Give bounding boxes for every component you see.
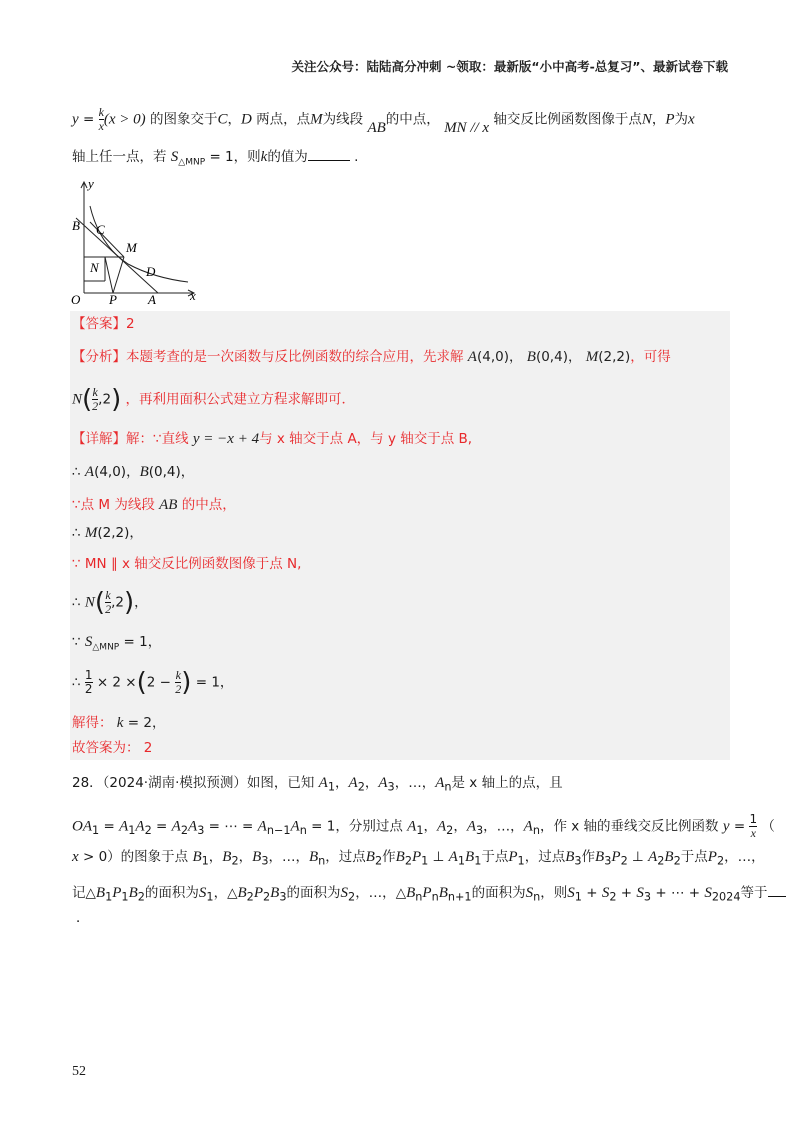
detail-line-9: 解得： k = 2， — [72, 715, 166, 731]
problem-figure — [68, 176, 208, 308]
fig-label-o: O — [71, 292, 81, 307]
detail-line-3: ∵点 M 为线段 AB 的中点， — [72, 497, 236, 513]
fig-label-c: C — [96, 222, 105, 237]
fig-label-y: y — [88, 176, 94, 191]
fig-label-b: B — [72, 218, 80, 233]
detail-line-2: ∴ A(4,0)，B(0,4)， — [72, 464, 195, 480]
problem28-line-4: 记$\triangle B_1P_1B_2$的面积为$S_1$，$\triangle B_2P_2B_3$的面积为$S_2$，…，$\triangle B_nP_nB_{n+1}$的面积为$S_n$，则$S_1 + S_2 + S_3$ + ⋯ + $S_{2024}$等于 — [72, 886, 786, 903]
problem-line-1: y = $\frac{k}{x}$ (x > 0) 的图象交于C，D 两点，点M为线段 AB的中点， MN // x 轴交反比例函数图像于点N，P为x — [72, 105, 695, 136]
detail-line-1: 【详解】解：∵直线 y = −x + 4与 x 轴交于点 A，与 y 轴交于点 B, — [72, 431, 473, 447]
problem28-line-1: 28．（2024·湖南·模拟预测）如图，已知 $A_1$，$A_2$，$A_3$，…，$A_n$是 x 轴上的点，且 — [72, 775, 563, 794]
fig-label-m: M — [126, 240, 137, 255]
detail-line-8: ∴ $\frac{1}{2}$ × 2 ×(2 − $\frac{k}{2}$ ) = 1， — [72, 667, 234, 698]
detail-line-5: ∵ MN ∥ x 轴交反比例函数图像于点 N, — [72, 556, 302, 572]
detail-line-4: ∴ M(2,2)， — [72, 525, 143, 541]
fig-label-p: P — [109, 292, 117, 307]
problem28-line-5: ． — [76, 910, 90, 926]
fig-label-a: A — [148, 292, 156, 307]
answer-line: 【答案】2 — [72, 316, 135, 332]
problem28-line-2: $OA_1 = A_1A_2 = A_2A_3$ = ⋯ = $A_{n-1}A_n = 1$，分别过点 $A_1$，$A_2$，$A_3$，…，$A_n$，作 x 轴的垂线交反比例函数 y = $\frac{1}{x}$ （ — [72, 812, 775, 840]
fig-label-n: N — [90, 260, 99, 275]
page-number: 52 — [72, 1064, 86, 1079]
fig-label-x: x — [190, 288, 196, 303]
analysis-line-2: N( $\frac{k}{2}$ ,2) ，再利用面积公式建立方程求解即可． — [72, 384, 356, 415]
problem28-line-3: x > 0）的图象于点 $B_1$，$B_2$，$B_3$，…，$B_n$，过点$B_2$作$B_2P_1$ ⊥ $A_1B_1$于点$P_1$，过点$B_3$作$B_3P_2$ ⊥ $A_2B_2$于点$P_2$，…， — [72, 849, 765, 868]
analysis-line-1: 【分析】本题考查的是一次函数与反比例函数的综合应用，先求解 A(4,0)， B(0,4)， M(2,2)，可得 — [72, 349, 671, 365]
problem-line-2: 轴上任一点，若 $S_{\triangle MNP} = 1$，则k的值为 . — [72, 149, 359, 168]
page-header: 关注公众号：陆陆高分冲刺 ~领取：最新版“小中高考-总复习”、最新试卷下载 — [291, 59, 728, 74]
detail-line-7: ∵ $S_{\triangle MNP} = 1$， — [72, 634, 162, 653]
fig-label-d: D — [146, 264, 156, 279]
detail-line-6: ∴ N( $\frac{k}{2}$ ,2)， — [72, 587, 148, 618]
final-answer-line: 故答案为： 2 — [72, 740, 153, 756]
